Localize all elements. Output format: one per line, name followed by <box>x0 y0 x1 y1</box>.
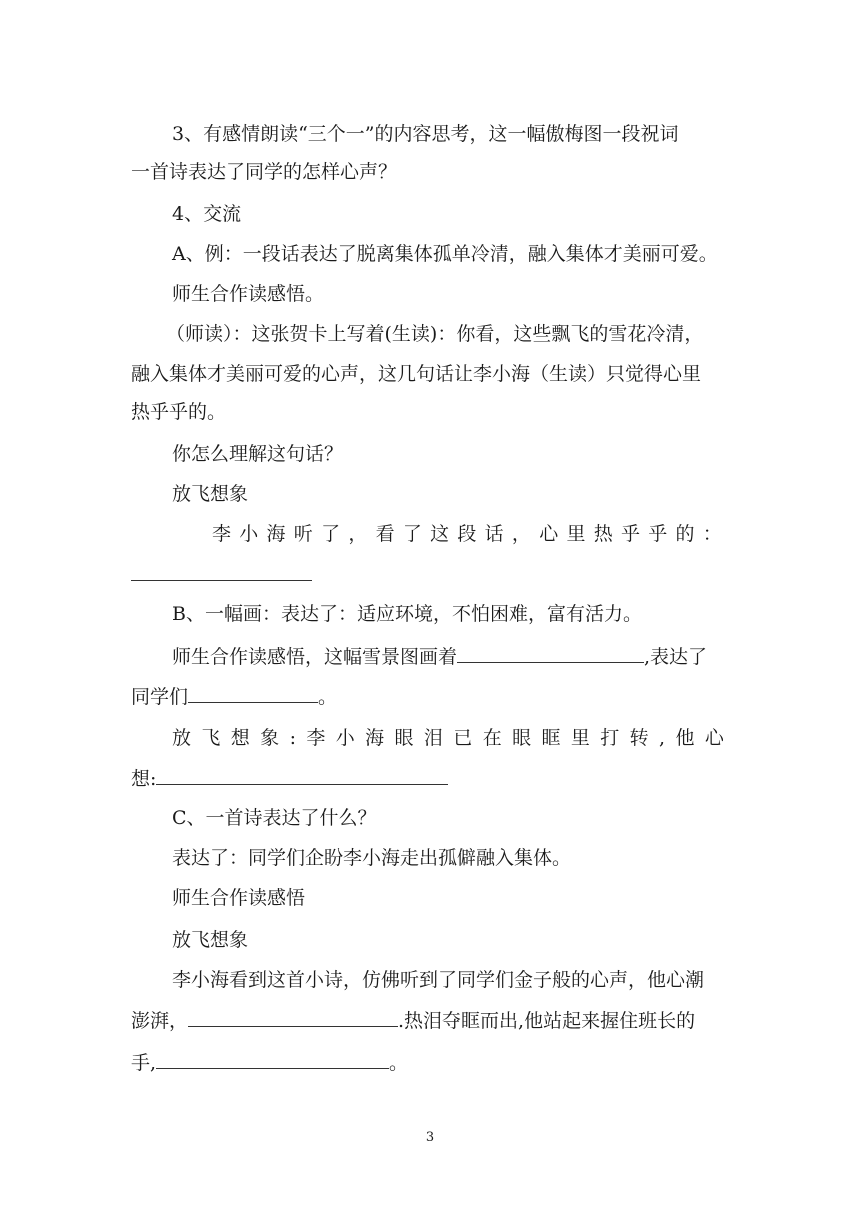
imagine-char: 泪 <box>423 727 443 749</box>
imagine-char: 眼 <box>394 727 414 749</box>
li-heard-char: 李 <box>212 523 232 545</box>
li-heard-char: 的 <box>675 523 695 545</box>
li-heard-char: ， <box>511 523 531 545</box>
li-heard-char: 乎 <box>620 523 640 545</box>
li-heard-char: ： <box>702 523 722 545</box>
imagine-char: 已 <box>453 727 473 749</box>
imagine-char: 打 <box>600 727 620 749</box>
imagine-char: 里 <box>570 727 590 749</box>
fill-blank <box>457 644 644 663</box>
imagine-char: 转 <box>629 727 649 749</box>
li-heard-char: 热 <box>593 523 613 545</box>
li-heard-char: 听 <box>293 523 313 545</box>
paragraph-b-read <box>172 644 707 669</box>
imagine-char: 想 <box>230 727 250 749</box>
imagine-char: , <box>659 727 666 749</box>
poem-text: 。 <box>389 1052 409 1074</box>
li-heard-char: 心 <box>539 523 559 545</box>
li-heard-char: 看 <box>375 523 395 545</box>
imagine-char: 在 <box>482 727 502 749</box>
paragraph-c: C、一首诗表达了什么？ <box>172 807 377 829</box>
li-heard-char: 乎 <box>648 523 668 545</box>
fill-blank <box>156 766 448 785</box>
li-heard-char: 小 <box>239 523 259 545</box>
li-heard-char: 海 <box>266 523 286 545</box>
imagine-heading-3: 放飞想象 <box>172 929 249 951</box>
teacher-read-line-2: 融入集体才美丽可爱的心声，这几句话让李小海（生读）只觉得心里 <box>131 363 702 385</box>
paragraph-b: B、一幅画：表达了：适应环境，不怕困难，富有活力。 <box>172 603 642 625</box>
paragraph-b-read-tail: ,表达了 <box>644 646 708 668</box>
imagine-char: 眼 <box>512 727 532 749</box>
paragraph-4-heading: 4、交流 <box>172 203 242 225</box>
li-heard-char: 话 <box>484 523 504 545</box>
imagine-char: 放 <box>172 727 192 749</box>
paragraph-3-line-2: 一首诗表达了同学的怎样心声？ <box>131 161 398 183</box>
li-heard-char: 了 <box>321 523 341 545</box>
li-heard-char: 这 <box>430 523 450 545</box>
understand-question: 你怎么理解这句话？ <box>172 443 344 465</box>
imagine-char: : <box>289 727 296 749</box>
li-heard-line <box>212 522 722 546</box>
paragraph-b-classmates <box>131 684 337 709</box>
imagine-char: 李 <box>306 727 326 749</box>
think-text: 想: <box>131 768 157 790</box>
imagine-char: 飞 <box>201 727 221 749</box>
poem-line-2 <box>131 1008 695 1033</box>
page-number: 3 <box>425 1130 435 1145</box>
poem-line-1: 李小海看到这首小诗，仿佛听到了同学们金子般的心声，他心潮 <box>172 969 705 991</box>
classmates-tail: 。 <box>318 686 338 708</box>
imagine-heading-1: 放飞想象 <box>172 483 249 505</box>
paragraph-c-expression: 表达了：同学们企盼李小海走出孤僻融入集体。 <box>172 847 572 869</box>
paragraph-c-read: 师生合作读感悟 <box>172 887 306 909</box>
imagine-char: 他 <box>675 727 695 749</box>
paragraph-a-read: 师生合作读感悟。 <box>172 283 325 305</box>
poem-text: .热泪夺眶而出,他站起来握住班长的 <box>398 1010 696 1032</box>
paragraph-3-line-1: 3、有感情朗读“三个一”的内容思考，这一幅傲梅图一段祝词 <box>172 123 679 145</box>
classmates-text: 同学们 <box>131 686 189 708</box>
paragraph-b-read-text: 师生合作读感悟，这幅雪景图画着 <box>172 646 458 668</box>
li-heard-char: 里 <box>566 523 586 545</box>
imagine-char: 眶 <box>541 727 561 749</box>
imagine-char: 海 <box>365 727 385 749</box>
teacher-read-line-1: （师读）：这张贺卡上写着(生读)：你看，这些飘飞的雪花冷清， <box>166 323 704 345</box>
fill-blank <box>156 1050 389 1069</box>
imagine-char: 象 <box>260 727 280 749</box>
fill-blank-line <box>131 580 312 581</box>
poem-text: 澎湃， <box>131 1010 189 1032</box>
imagine-char: 小 <box>335 727 355 749</box>
li-heard-char: 了 <box>402 523 422 545</box>
fill-blank <box>188 1008 398 1027</box>
paragraph-a: A、例：一段话表达了脱离集体孤单冷清，融入集体才美丽可爱。 <box>172 243 718 265</box>
imagine-char: 心 <box>704 727 724 749</box>
li-heard-char: ， <box>348 523 368 545</box>
poem-text: 手, <box>131 1052 157 1074</box>
imagine-tears-line-2 <box>131 766 448 791</box>
poem-line-3 <box>131 1050 408 1075</box>
li-heard-char: 段 <box>457 523 477 545</box>
fill-blank <box>188 684 318 703</box>
imagine-tears-line <box>172 726 724 750</box>
teacher-read-line-3: 热乎乎的。 <box>131 401 227 423</box>
